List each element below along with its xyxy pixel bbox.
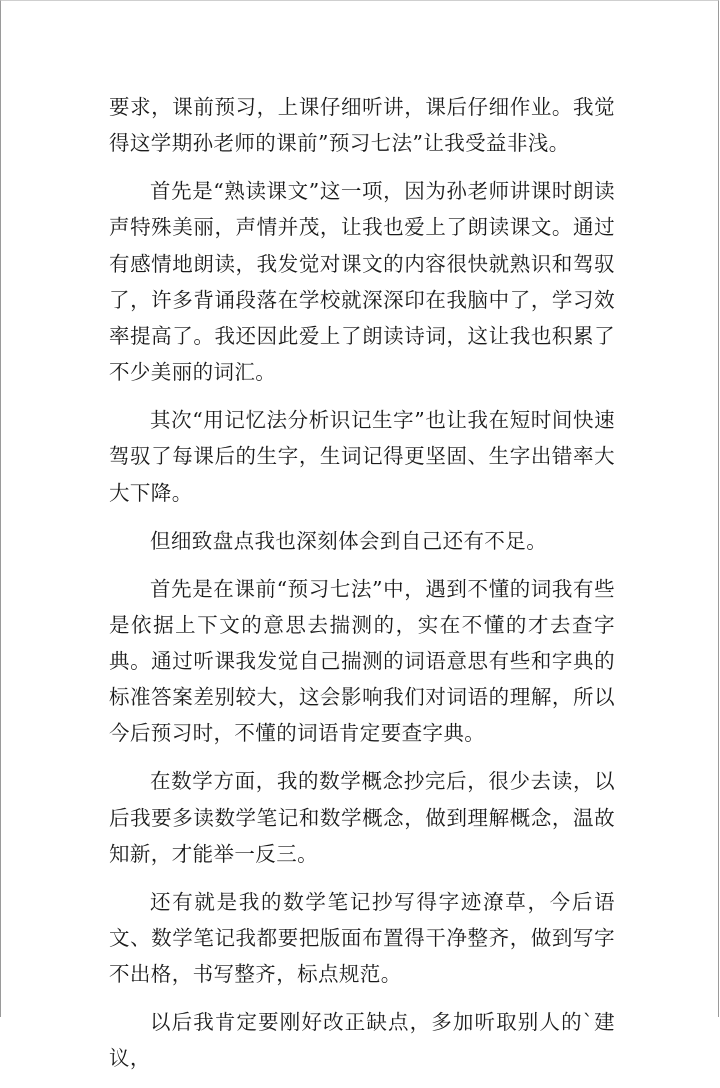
paragraph-8: 以后我肯定要刚好改正缺点，多加听取别人的`建议，: [109, 1010, 615, 1071]
document-body: [109, 89, 615, 1088]
paragraph-2: 首先是“熟读课文”这一项，因为孙老师讲课时朗读声特殊美丽，声情并茂，让我也爱上了朗读课文。通过有感情地朗读，我发觉对课文的内容很快就熟识和驾驭了，许多背诵段落在学校就深深印在我脑中了，学习效率提高了。我还因此爱上了朗读诗词，这让我也积累了不少美丽的词汇。: [109, 179, 615, 385]
paragraph-4: 但细致盘点我也深刻体会到自己还有不足。: [150, 528, 548, 553]
paragraph-3: 其次“用记忆法分析识记生字”也让我在短时间快速驾驭了每课后的生字，生词记得更坚固、生字出错率大大下降。: [109, 408, 615, 505]
paragraph-5: 首先是在课前“预习七法”中，遇到不懂的词我有些是依据上下文的意思去揣测的，实在不懂的才去查字典。通过听课我发觉自己揣测的词语意思有些和字典的标准答案差别较大，这会影响我们对词语的理解，所以今后预习时，不懂的词语肯定要查字典。: [109, 576, 615, 746]
paragraph-7: 还有就是我的数学笔记抄写得字迹潦草，今后语文、数学笔记我都要把版面布置得干净整齐，做到写字不出格，书写整齐，标点规范。: [109, 889, 615, 987]
paragraph-1: 要求，课前预习，上课仔细听讲，课后仔细作业。我觉得这学期孙老师的课前”预习七法”让我受益非浅。: [109, 95, 615, 156]
paragraph-6: 在数学方面，我的数学概念抄完后，很少去读，以后我要多读数学笔记和数学概念，做到理解概念，温故知新，才能举一反三。: [109, 769, 615, 866]
